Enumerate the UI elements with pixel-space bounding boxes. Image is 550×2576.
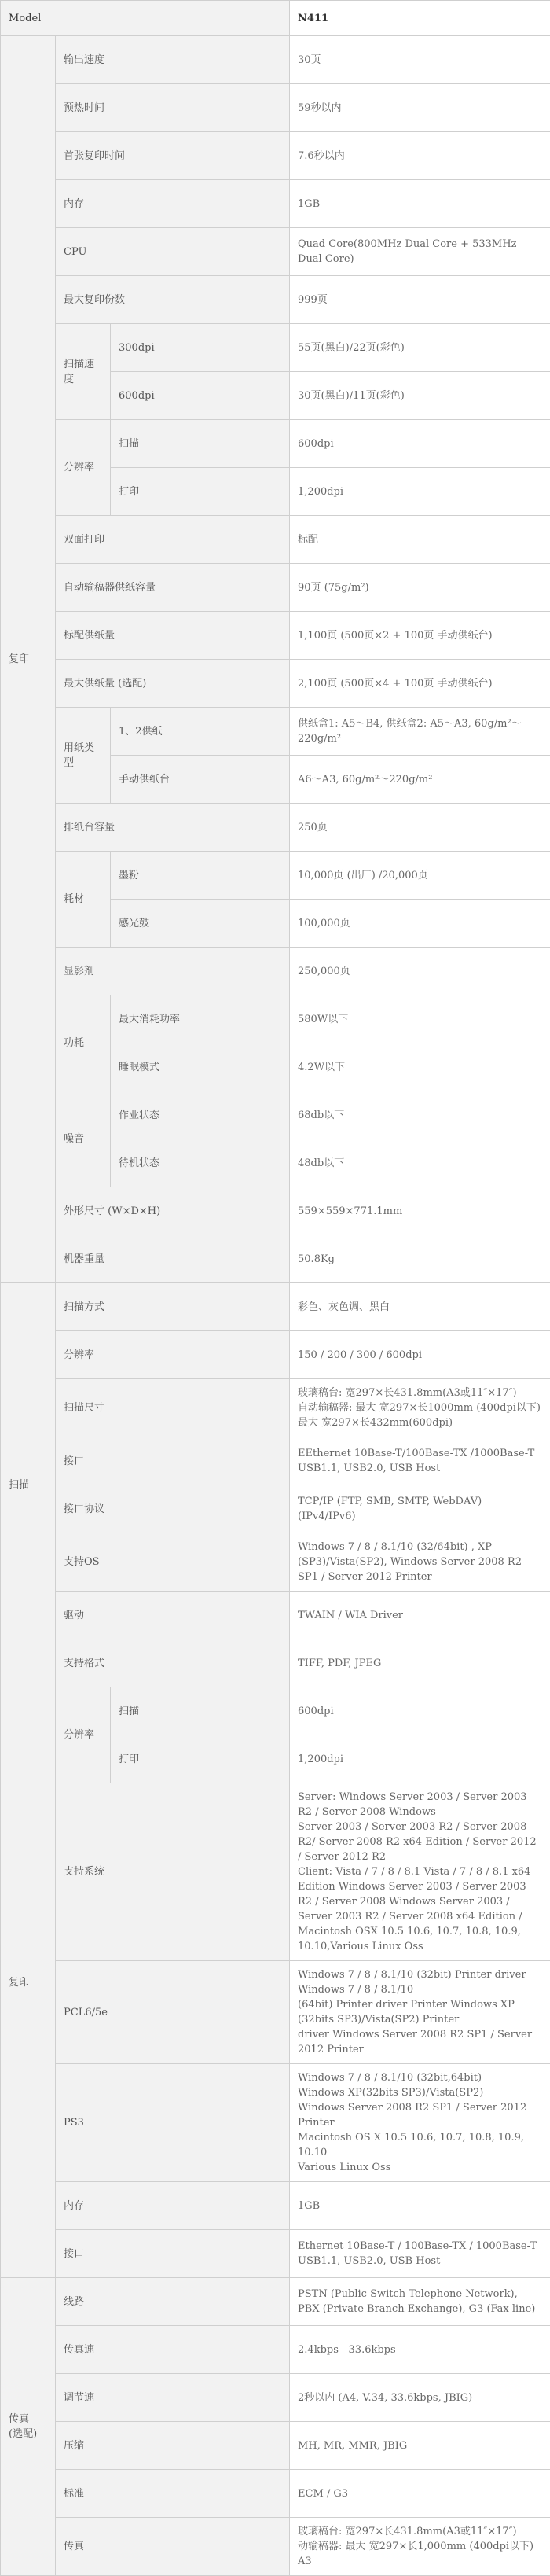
sub-label: 扫描 — [111, 1687, 290, 1735]
spec-row — [1, 1187, 550, 1235]
spec-value: 559×559×771.1mm — [290, 1187, 550, 1235]
spec-value: EEthernet 10Base-T/100Base-TX /1000Base-T USB1.1, USB2.0, USB Host — [290, 1437, 550, 1485]
spec-row — [1, 2518, 550, 2576]
spec-row — [1, 1379, 550, 1437]
sub-label: 打印 — [111, 468, 290, 516]
sub-label: 打印 — [111, 1735, 290, 1783]
spec-value: 玻璃稿台: 宽297×长431.8mm(A3或11″×17″) 动输稿器: 最大 宽297×长1,000mm (400dpi以下) A3 — [290, 2518, 550, 2576]
group-label: 扫描速度 — [56, 324, 111, 420]
spec-row — [1, 660, 550, 708]
spec-row — [1, 1437, 550, 1485]
spec-value: 2.4kbps - 33.6kbps — [290, 2326, 550, 2374]
spec-value: 4.2W以下 — [290, 1043, 550, 1091]
spec-value: 48db以下 — [290, 1139, 550, 1187]
spec-value: 标配 — [290, 516, 550, 564]
spec-value: 10,000页 (出厂) /20,000页 — [290, 852, 550, 900]
spec-row — [1, 995, 550, 1043]
spec-row — [1, 1091, 550, 1139]
spec-value: Windows 7 / 8 / 8.1/10 (32bit,64bit) Windows XP(32bits SP3)/Vista(SP2) Windows Server 2008 R2 SP1 / Server 2012 Printer Macintosh OS X 10.5 10.6, 10.7, 10.8, 10.9, 10.10 Various Linux Oss — [290, 2064, 550, 2182]
spec-row — [1, 132, 550, 180]
spec-row — [1, 2278, 550, 2326]
spec-value: 2,100页 (500页×4 + 100页 手动供纸台) — [290, 660, 550, 708]
section-title: 传真 (选配) — [1, 2278, 56, 2576]
spec-label: 接口 — [56, 1437, 290, 1485]
spec-label: 标准 — [56, 2470, 290, 2518]
spec-row — [1, 516, 550, 564]
spec-value: 100,000页 — [290, 900, 550, 948]
spec-row — [1, 852, 550, 900]
spec-value: 999页 — [290, 276, 550, 324]
spec-row — [1, 1533, 550, 1592]
spec-label: 标配供纸量 — [56, 612, 290, 660]
spec-row — [1, 2374, 550, 2422]
spec-value: Server: Windows Server 2003 / Server 2003 R2 / Server 2008 Windows Server 2003 / Server 2003 R2 / Server 2008 R2/ Server 2008 R2 x64 Edition / Server 2012 / Server 2012 R2 Client: Vista / 7 / 8 / 8.1 Vista / 7 / 8 / 8.1 x64 Edition Windows Server 2003 / Server 2003 R2 / Server 2008 Windows Server 2003 / Server 2003 R2 / Server 2008 x64 Edition / Macintosh OSX 10.5 10.6, 10.7, 10.8, 10.9, 10.10,Various Linux Oss — [290, 1783, 550, 1961]
spec-row — [1, 420, 550, 468]
sub-label: 1、2供纸 — [111, 708, 290, 756]
spec-label: 传真速 — [56, 2326, 290, 2374]
spec-label: PS3 — [56, 2064, 290, 2182]
spec-label: 调节速 — [56, 2374, 290, 2422]
spec-value: 1,100页 (500页×2 + 100页 手动供纸台) — [290, 612, 550, 660]
spec-row — [1, 324, 550, 372]
spec-value: 1,200dpi — [290, 1735, 550, 1783]
spec-row — [1, 804, 550, 852]
spec-value: PSTN (Public Switch Telephone Network), PBX (Private Branch Exchange), G3 (Fax line) — [290, 2278, 550, 2326]
spec-label: 支持OS — [56, 1533, 290, 1592]
spec-row — [1, 2230, 550, 2278]
spec-value: 2秒以内 (A4, V.34, 33.6kbps, JBIG) — [290, 2374, 550, 2422]
group-label: 用纸类型 — [56, 708, 111, 804]
spec-row — [1, 228, 550, 276]
spec-label: 机器重量 — [56, 1235, 290, 1283]
spec-row — [1, 1687, 550, 1735]
spec-value: 55页(黑白)/22页(彩色) — [290, 324, 550, 372]
model-label: Model — [1, 1, 290, 36]
spec-value: 600dpi — [290, 420, 550, 468]
spec-value: TIFF, PDF, JPEG — [290, 1639, 550, 1687]
spec-row — [1, 1639, 550, 1687]
spec-row — [1, 2470, 550, 2518]
section-title: 复印 — [1, 36, 56, 1283]
spec-row — [1, 564, 550, 612]
spec-label: 外形尺寸 (W×D×H) — [56, 1187, 290, 1235]
spec-label: 接口协议 — [56, 1485, 290, 1533]
spec-label: 扫描尺寸 — [56, 1379, 290, 1437]
spec-label: 线路 — [56, 2278, 290, 2326]
spec-value: 供纸盒1: A5～B4, 供纸盒2: A5～A3, 60g/m²～220g/m² — [290, 708, 550, 756]
sub-label: 最大消耗功率 — [111, 995, 290, 1043]
spec-label: 最大供纸量 (选配) — [56, 660, 290, 708]
sub-label: 感光鼓 — [111, 900, 290, 948]
spec-row — [1, 2422, 550, 2470]
spec-value: 59秒以内 — [290, 84, 550, 132]
spec-value: Ethernet 10Base-T / 100Base-TX / 1000Base-T USB1.1, USB2.0, USB Host — [290, 2230, 550, 2278]
spec-value: 90页 (75g/m²) — [290, 564, 550, 612]
spec-row — [1, 84, 550, 132]
spec-label: 内存 — [56, 180, 290, 228]
spec-label: 支持系统 — [56, 1783, 290, 1961]
section-title: 复印 — [1, 1687, 56, 2278]
spec-value: 50.8Kg — [290, 1235, 550, 1283]
spec-label: 支持格式 — [56, 1639, 290, 1687]
spec-value: 30页 — [290, 36, 550, 84]
spec-row — [1, 1283, 550, 1331]
spec-value: 30页(黑白)/11页(彩色) — [290, 372, 550, 420]
model-value: N411 — [290, 1, 550, 36]
spec-row — [1, 1592, 550, 1639]
spec-row — [1, 180, 550, 228]
spec-row — [1, 36, 550, 84]
spec-label: 驱动 — [56, 1592, 290, 1639]
sub-label: 手动供纸台 — [111, 756, 290, 804]
spec-row — [1, 1485, 550, 1533]
group-label: 耗材 — [56, 852, 111, 948]
spec-label: 排纸台容量 — [56, 804, 290, 852]
spec-value: 彩色、灰色调、黑白 — [290, 1283, 550, 1331]
spec-row — [1, 2182, 550, 2230]
spec-label: 接口 — [56, 2230, 290, 2278]
spec-value: 玻璃稿台: 宽297×长431.8mm(A3或11″×17″) 自动输稿器: 最大 宽297×长1000mm (400dpi以下) 最大 宽297×长432mm(600dpi) — [290, 1379, 550, 1437]
spec-value: 68db以下 — [290, 1091, 550, 1139]
spec-row — [1, 1331, 550, 1379]
sub-label: 300dpi — [111, 324, 290, 372]
spec-label: 分辨率 — [56, 1331, 290, 1379]
spec-label: 扫描方式 — [56, 1283, 290, 1331]
spec-row — [1, 1783, 550, 1961]
spec-label: 输出速度 — [56, 36, 290, 84]
spec-row — [1, 2326, 550, 2374]
spec-value: 150 / 200 / 300 / 600dpi — [290, 1331, 550, 1379]
spec-label: 双面打印 — [56, 516, 290, 564]
spec-value: 250,000页 — [290, 948, 550, 995]
spec-label: CPU — [56, 228, 290, 276]
group-label: 功耗 — [56, 995, 111, 1091]
spec-label: 传真 — [56, 2518, 290, 2576]
sub-label: 600dpi — [111, 372, 290, 420]
sub-label: 作业状态 — [111, 1091, 290, 1139]
header-row — [1, 1, 550, 36]
spec-table-body — [1, 1, 550, 2576]
spec-value: Quad Core(800MHz Dual Core + 533MHz Dual Core) — [290, 228, 550, 276]
spec-value: 7.6秒以内 — [290, 132, 550, 180]
spec-row — [1, 1235, 550, 1283]
spec-value: Windows 7 / 8 / 8.1/10 (32/64bit) , XP (SP3)/Vista(SP2), Windows Server 2008 R2 SP1 / Server 2012 Printer — [290, 1533, 550, 1592]
group-label: 分辨率 — [56, 1687, 111, 1783]
group-label: 噪音 — [56, 1091, 111, 1187]
spec-value: TCP/IP (FTP, SMB, SMTP, WebDAV) (IPv4/IPv6) — [290, 1485, 550, 1533]
spec-value: 580W以下 — [290, 995, 550, 1043]
spec-row — [1, 708, 550, 756]
spec-value: A6～A3, 60g/m²～220g/m² — [290, 756, 550, 804]
spec-value: MH, MR, MMR, JBIG — [290, 2422, 550, 2470]
spec-row — [1, 1961, 550, 2064]
spec-value: 250页 — [290, 804, 550, 852]
spec-label: 显影剂 — [56, 948, 290, 995]
spec-value: 1GB — [290, 2182, 550, 2230]
sub-label: 墨粉 — [111, 852, 290, 900]
sub-label: 扫描 — [111, 420, 290, 468]
spec-row — [1, 948, 550, 995]
spec-value: 600dpi — [290, 1687, 550, 1735]
spec-label: PCL6/5e — [56, 1961, 290, 2064]
spec-value: 1,200dpi — [290, 468, 550, 516]
sub-label: 待机状态 — [111, 1139, 290, 1187]
spec-label: 最大复印份数 — [56, 276, 290, 324]
group-label: 分辨率 — [56, 420, 111, 516]
spec-row — [1, 612, 550, 660]
spec-label: 预热时间 — [56, 84, 290, 132]
spec-value: 1GB — [290, 180, 550, 228]
spec-row — [1, 276, 550, 324]
spec-label: 内存 — [56, 2182, 290, 2230]
spec-label: 压缩 — [56, 2422, 290, 2470]
spec-value: Windows 7 / 8 / 8.1/10 (32bit) Printer driver Windows 7 / 8 / 8.1/10 (64bit) Printer driver Printer Windows XP (32bits SP3)/Vista(SP2) Printer driver Windows Server 2008 R2 SP1 / Server 2012 Printer — [290, 1961, 550, 2064]
sub-label: 睡眠模式 — [111, 1043, 290, 1091]
section-title: 扫描 — [1, 1283, 56, 1687]
spec-row — [1, 2064, 550, 2182]
spec-value: TWAIN / WIA Driver — [290, 1592, 550, 1639]
spec-label: 自动输稿器供纸容量 — [56, 564, 290, 612]
spec-value: ECM / G3 — [290, 2470, 550, 2518]
spec-label: 首张复印时间 — [56, 132, 290, 180]
